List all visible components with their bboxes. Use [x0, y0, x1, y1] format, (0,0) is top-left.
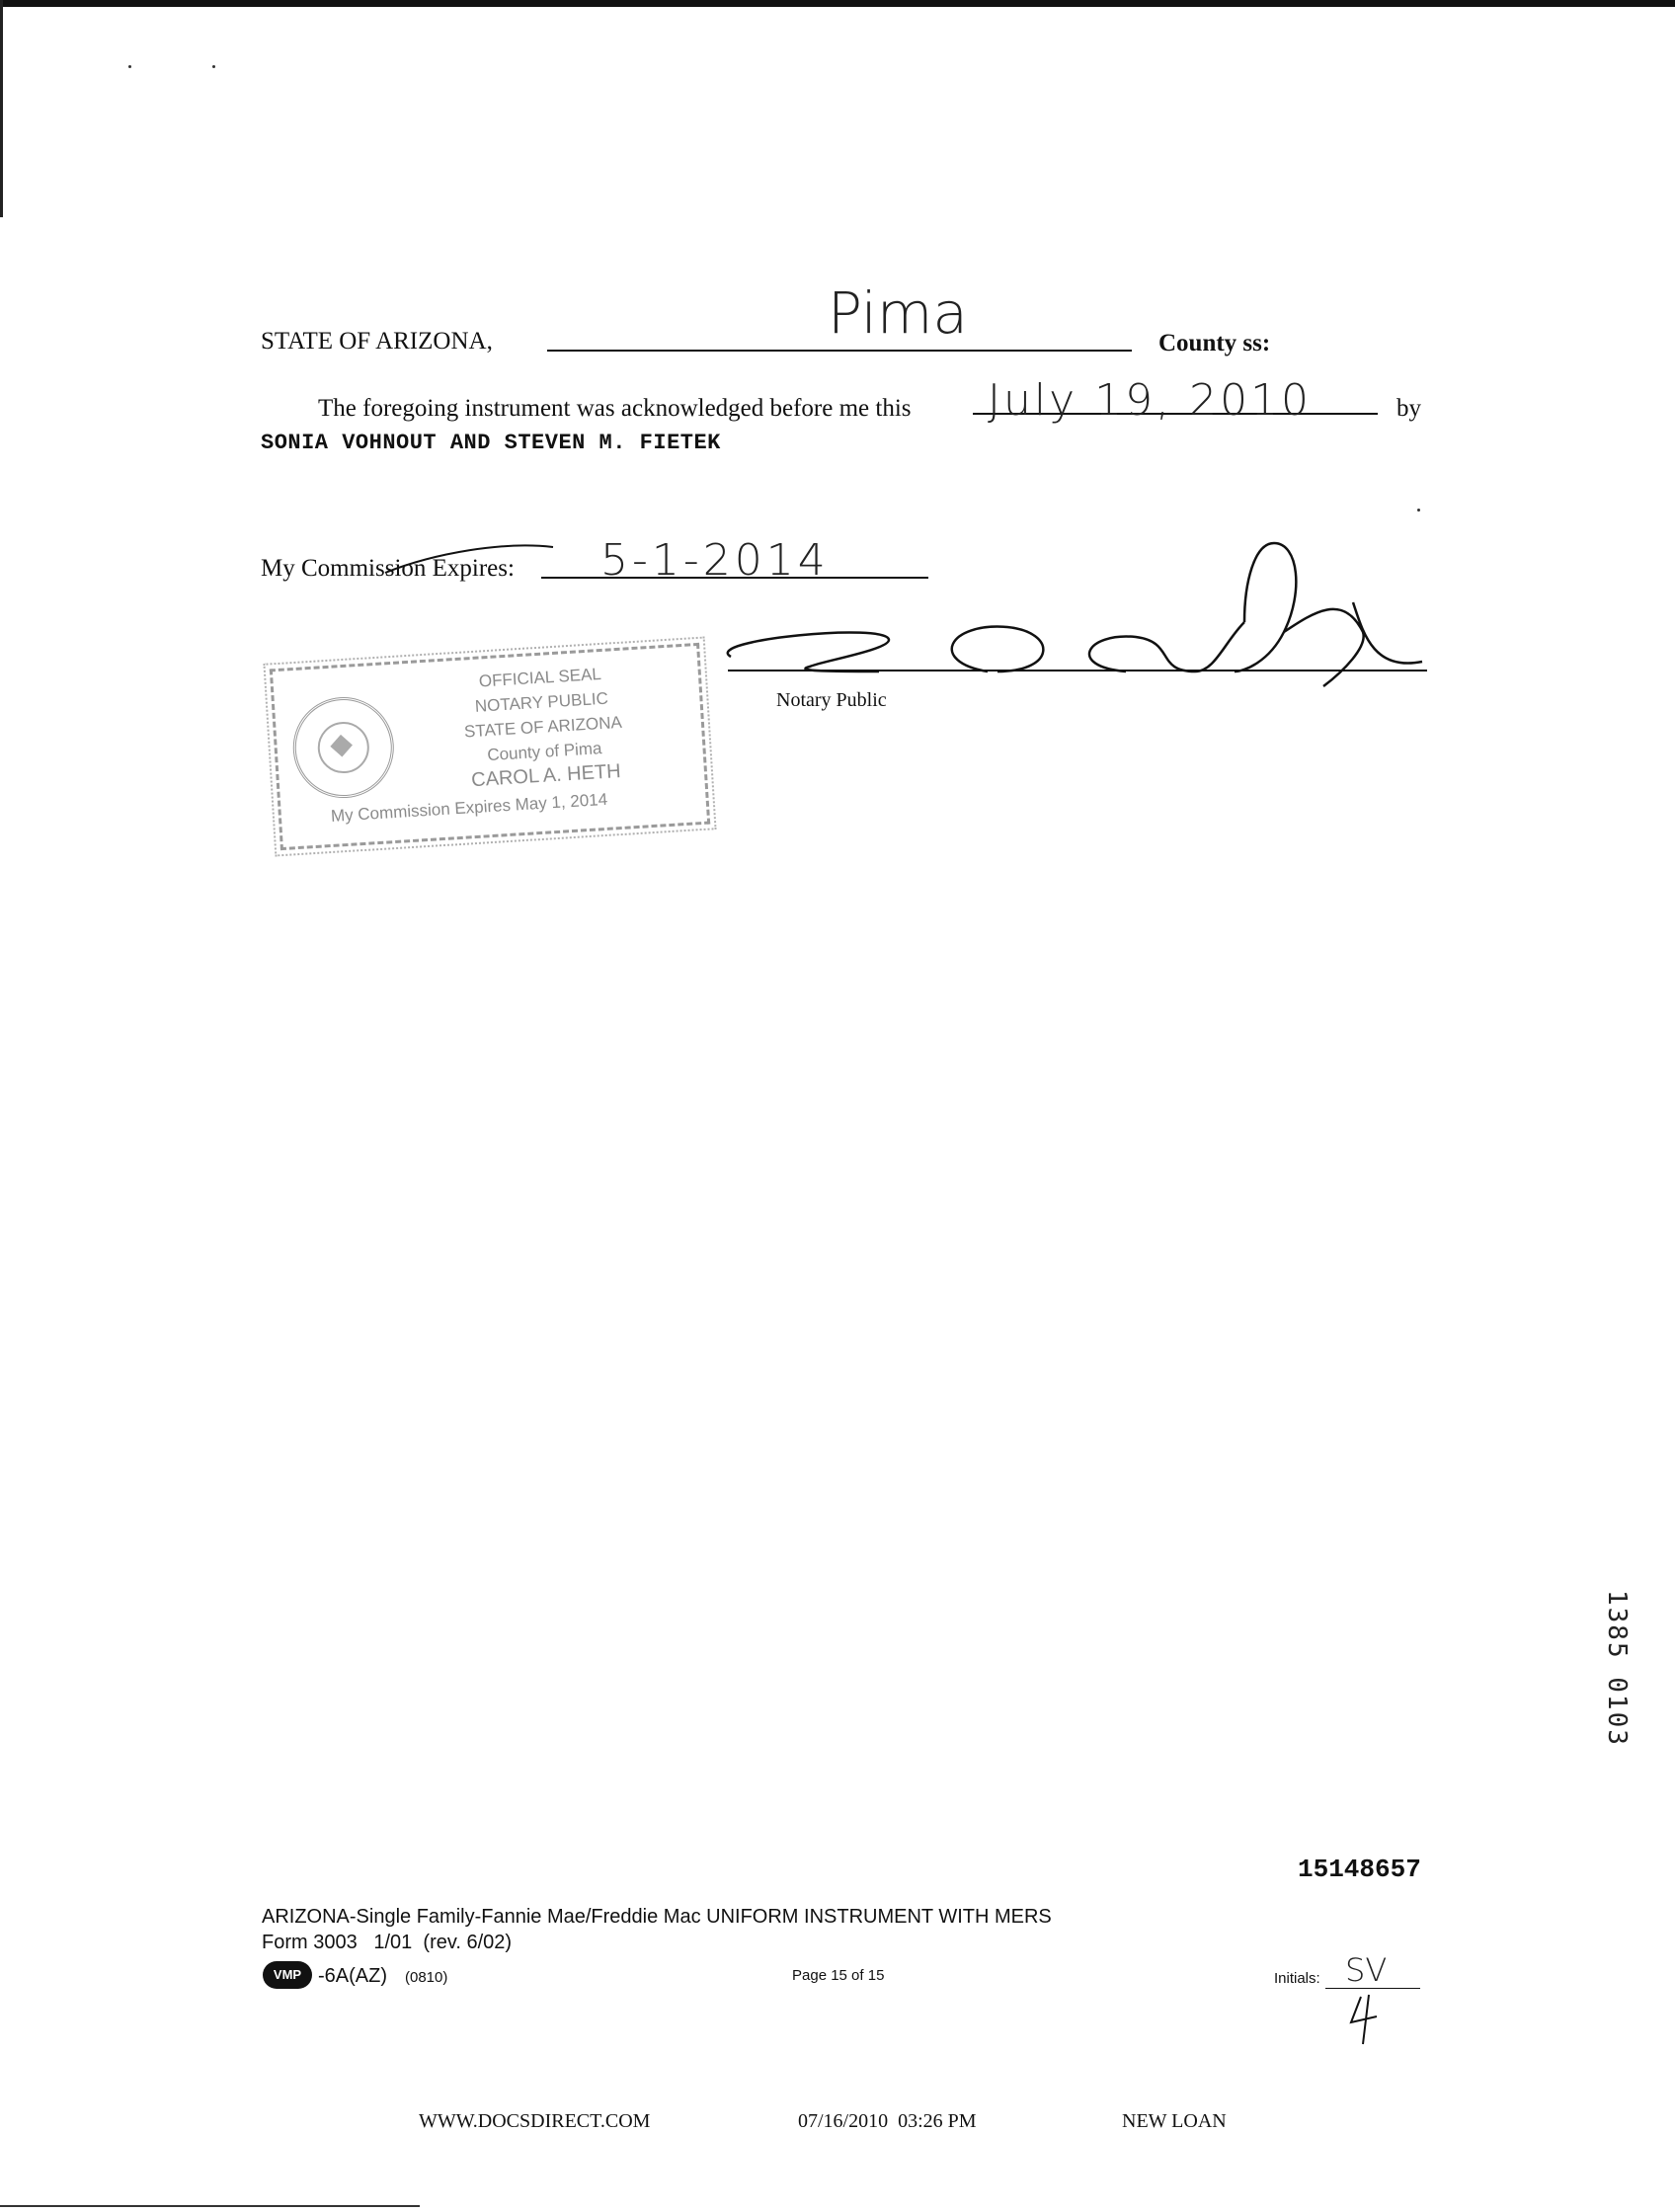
initials-label: Initials: — [1274, 1970, 1320, 1987]
scan-border-bottom — [0, 2205, 420, 2207]
side-document-number: 1385 0103 — [1602, 1590, 1632, 1747]
form-title: ARIZONA-Single Family-Fannie Mae/Freddie Mac UNIFORM INSTRUMENT WITH MERS — [262, 1906, 1052, 1928]
scan-border-left — [0, 0, 3, 217]
footer-website: WWW.DOCSDIRECT.COM — [419, 2110, 651, 2132]
acknowledgement-date-handwritten: July 19, 2010 — [988, 375, 1313, 426]
commission-label: My Commission Expires: — [261, 555, 515, 582]
loan-number: 15148657 — [1298, 1855, 1421, 1884]
signer-names: SONIA VOHNOUT AND STEVEN M. FIETEK — [261, 431, 721, 455]
scan-speck — [1417, 509, 1420, 512]
form-code: -6A(AZ) — [318, 1965, 387, 1987]
seal-line-5: CAROL A. HETH — [470, 759, 622, 792]
scan-speck — [212, 65, 215, 68]
footer-timestamp: 07/16/2010 03:26 PM — [798, 2110, 977, 2132]
initials-handwritten: SV — [1345, 1951, 1388, 1989]
vmp-logo: VMP — [263, 1961, 312, 1989]
seal-line-2: NOTARY PUBLIC — [474, 688, 609, 716]
scan-border-top — [0, 0, 1675, 7]
signature-line — [728, 670, 1427, 672]
footer-status: NEW LOAN — [1122, 2110, 1227, 2132]
seal-line-1: OFFICIAL SEAL — [478, 664, 602, 691]
seal-line-4: County of Pima — [486, 739, 602, 765]
form-number: Form 3003 1/01 (rev. 6/02) — [262, 1932, 513, 1953]
acknowledgement-text: The foregoing instrument was acknowledged before me this — [318, 395, 912, 422]
state-label: STATE OF ARIZONA, — [261, 328, 493, 355]
initials-mark — [1347, 1993, 1387, 2046]
form-code-small: (0810) — [405, 1969, 448, 1986]
notary-public-label: Notary Public — [776, 689, 887, 711]
seal-line-6: My Commission Expires May 1, 2014 — [330, 789, 608, 826]
county-label: County ss: — [1158, 330, 1271, 356]
county-blank-line — [547, 350, 1132, 352]
acknowledgement-by: by — [1396, 395, 1421, 422]
page-number: Page 15 of 15 — [792, 1967, 885, 1984]
scan-speck — [128, 65, 131, 68]
notary-seal-stamp — [270, 643, 710, 850]
seal-line-3: STATE OF ARIZONA — [463, 712, 623, 742]
commission-date-handwritten: 5-1-2014 — [600, 535, 830, 586]
state-seal-icon — [290, 694, 397, 801]
county-handwritten: Pima — [828, 279, 968, 347]
